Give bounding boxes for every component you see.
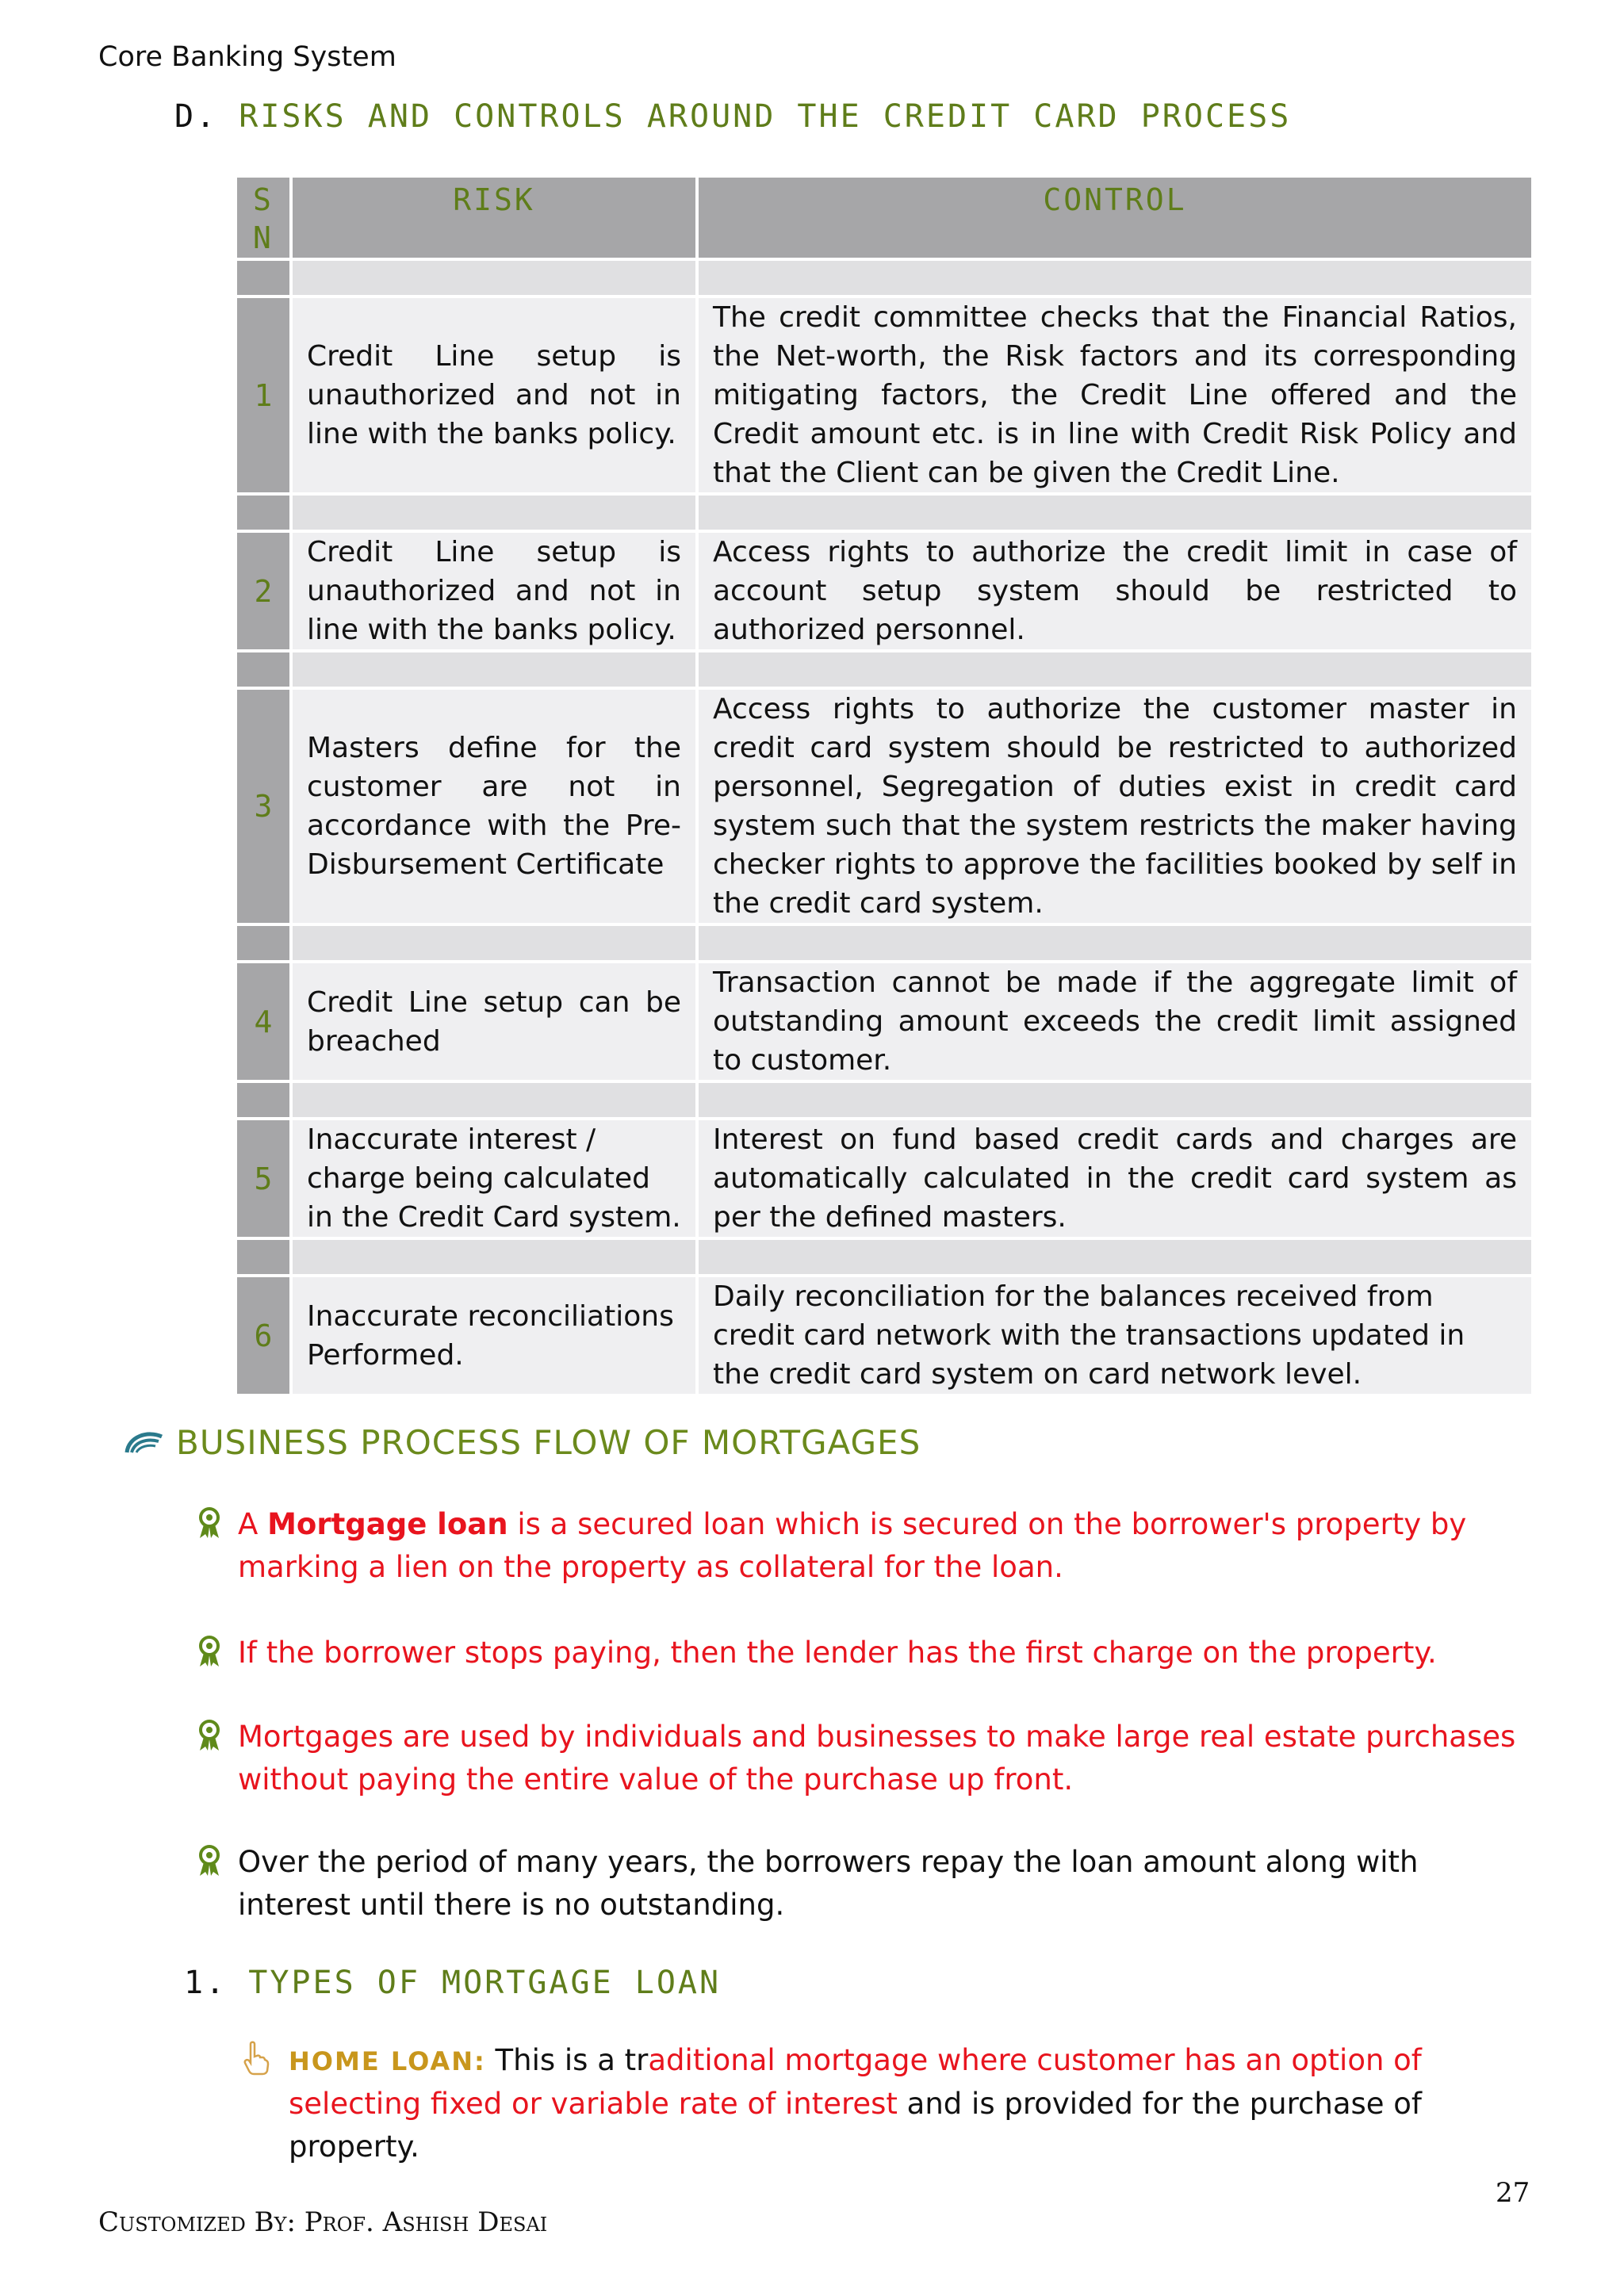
table-row: [236, 1276, 1533, 1395]
header-control: CONTROL: [697, 176, 1533, 259]
bullet-repayment: [195, 1841, 1527, 1927]
table-row: [236, 297, 1533, 494]
row-risk: Credit Line setup can be breached: [291, 962, 697, 1081]
award-ribbon-icon: [195, 1635, 224, 1668]
section-prefix: D.: [174, 98, 218, 135]
table-row: [236, 962, 1533, 1081]
row-risk: Inaccurate interest / charge being calculated in the Credit Card system.: [291, 1119, 697, 1238]
row-control: Access rights to authorize the credit limit in case of account setup system should be restricted to authorized personnel.: [697, 531, 1533, 651]
award-ribbon-icon: [195, 1719, 224, 1752]
subsection-heading: [124, 1423, 921, 1462]
row-risk: Credit Line setup is unauthorized and not in line with the banks policy.: [291, 297, 697, 494]
table-header-row: [236, 176, 1533, 259]
home-loan-item: [243, 2039, 1527, 2168]
bullet-usage: [195, 1716, 1527, 1801]
spacer-row: [236, 651, 1533, 688]
row-control: Interest on fund based credit cards and charges are automatically calculated in the credit card system as per the defined masters.: [697, 1119, 1533, 1238]
section-title: [174, 98, 1291, 135]
award-ribbon-icon: [195, 1506, 224, 1540]
types-title: TYPES OF MORTGAGE LOAN: [248, 1965, 722, 2001]
bullet-text: Over the period of many years, the borrowers repay the loan amount along with interest until there is no outstanding.: [238, 1845, 1419, 1922]
bullet-text: [238, 1503, 1527, 1589]
spacer-row: [236, 924, 1533, 962]
table-row: [236, 688, 1533, 924]
bullet-text: If the borrower stops paying, then the lender has the first charge on the property.: [238, 1636, 1437, 1670]
home-loan-part1: This is a tr: [485, 2043, 649, 2077]
section-title-text: RISKS AND CONTROLS AROUND THE CREDIT CARD PROCESS: [239, 98, 1292, 135]
home-loan-label: HOME LOAN:: [289, 2046, 486, 2076]
page-number: 27: [1496, 2177, 1530, 2209]
types-number: 1.: [184, 1965, 228, 2001]
bullet-rest: is a secured loan which is secured on the borrower's property by marking a lien on the property as collateral for the loan.: [238, 1507, 1467, 1584]
home-loan-part3: and is provided for the purchase of property.: [289, 2087, 1422, 2164]
mortgage-loan-term: Mortgage loan: [267, 1507, 508, 1541]
award-ribbon-icon: [195, 1844, 224, 1877]
types-heading: [184, 1965, 721, 2001]
header-sn: [236, 176, 291, 259]
header-sn-text: S N: [253, 182, 274, 255]
risk-control-table: [234, 174, 1534, 1397]
row-sn: 3: [236, 688, 291, 924]
row-sn: 4: [236, 962, 291, 1081]
row-control: Transaction cannot be made if the aggregate limit of outstanding amount exceeds the credit limit assigned to customer.: [697, 962, 1533, 1081]
table-row: [236, 531, 1533, 651]
spacer-row: [236, 1081, 1533, 1119]
row-risk: Masters define for the customer are not in accordance with the Pre-Disbursement Certificate: [291, 688, 697, 924]
row-sn: 6: [236, 1276, 291, 1395]
running-head: Core Banking System: [98, 41, 396, 73]
swirl-icon: [124, 1429, 165, 1457]
bullet-prefix: A: [238, 1507, 268, 1541]
pointing-hand-icon: [243, 2041, 270, 2076]
subsection-title: BUSINESS PROCESS FLOW OF MORTGAGES: [176, 1423, 921, 1462]
bullet-first-charge: [195, 1632, 1527, 1674]
home-loan-part2: aditional mortgage where customer has an option of selecting fixed or variable rate of interest: [289, 2043, 1422, 2121]
spacer-row: [236, 1238, 1533, 1276]
row-sn: 2: [236, 531, 291, 651]
table-row: [236, 1119, 1533, 1238]
row-control: Access rights to authorize the customer master in credit card system should be restricted to authorized personnel, Segregation of duties exist in credit card system such that the system restricts the maker having checker rights to approve the facilities booked by self in the credit card system.: [697, 688, 1533, 924]
row-control: Daily reconciliation for the balances received from credit card network with the transactions updated in the credit card system on card network level.: [697, 1276, 1533, 1395]
spacer-row: [236, 494, 1533, 531]
footer-credit: Customized By: Prof. Ashish Desai: [98, 2206, 548, 2238]
row-risk: Inaccurate reconciliations Performed.: [291, 1276, 697, 1395]
bullet-mortgage-definition: [195, 1503, 1527, 1589]
spacer-row: [236, 259, 1533, 297]
header-risk: RISK: [291, 176, 697, 259]
row-risk: Credit Line setup is unauthorized and not in line with the banks policy.: [291, 531, 697, 651]
home-loan-text: [289, 2039, 1527, 2168]
row-control: The credit committee checks that the Financial Ratios, the Net-worth, the Risk factors and its corresponding mitigating factors, the Credit Line offered and the Credit amount etc. is in line with Credit Risk Policy and that the Client can be given the Credit Line.: [697, 297, 1533, 494]
row-sn: 5: [236, 1119, 291, 1238]
bullet-text: Mortgages are used by individuals and businesses to make large real estate purchases without paying the entire value of the purchase up front.: [238, 1720, 1516, 1797]
row-sn: 1: [236, 297, 291, 494]
